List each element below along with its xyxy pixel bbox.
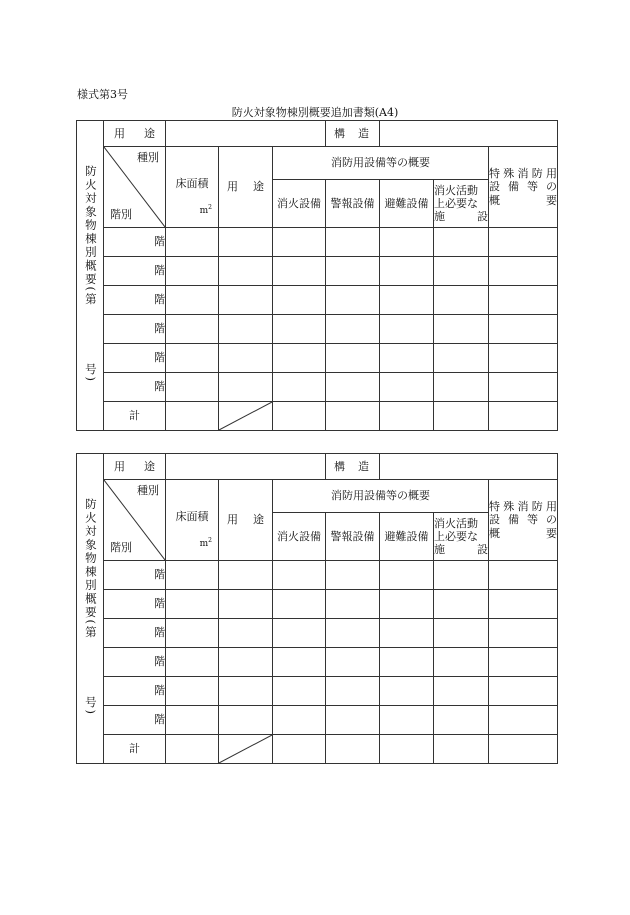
side-label-cell [77, 121, 104, 431]
type-label: 種別 [137, 484, 159, 497]
extinguishing-field[interactable] [273, 648, 326, 677]
floor-area-label: 床面積 [175, 177, 209, 190]
alarm-field[interactable] [326, 228, 380, 257]
total-usage-struck-cell [219, 402, 273, 431]
evacuation-field[interactable] [380, 590, 434, 619]
floor-row-label: 階 [104, 315, 166, 344]
total-evacuation-field[interactable] [380, 735, 434, 764]
structure-label-char: 造 [358, 126, 370, 140]
evacuation-field[interactable] [380, 286, 434, 315]
floor-area-field[interactable] [166, 257, 219, 286]
floor-area-field[interactable] [166, 677, 219, 706]
total-evacuation-field[interactable] [380, 402, 434, 431]
floor-row-label: 階 [104, 561, 166, 590]
alarm-field[interactable] [326, 344, 380, 373]
usage-value-field[interactable] [166, 121, 326, 147]
extinguishing-field[interactable] [273, 561, 326, 590]
usage-col-char: 用 [227, 513, 238, 527]
fire-extinguishing-header: 消火設備 [273, 180, 326, 228]
extinguishing-field[interactable] [273, 344, 326, 373]
floor-area-field[interactable] [166, 344, 219, 373]
floor-area-field[interactable] [166, 706, 219, 735]
firefighting-field[interactable] [434, 648, 489, 677]
alarm-field[interactable] [326, 648, 380, 677]
usage-label-char: 途 [144, 459, 155, 473]
usage-field[interactable] [219, 648, 273, 677]
usage-label-char: 用 [114, 459, 125, 473]
firefighting-field[interactable] [434, 619, 489, 648]
special-field[interactable] [489, 373, 558, 402]
floor-area-header [166, 147, 219, 228]
floor-area-field[interactable] [166, 228, 219, 257]
total-alarm-field[interactable] [326, 735, 380, 764]
evacuation-field[interactable] [380, 228, 434, 257]
usage-col-char: 途 [253, 180, 264, 194]
document-title: 防火対象物棟別概要追加書類(A4) [231, 106, 399, 119]
floor-label: 階別 [110, 540, 132, 554]
special-field[interactable] [489, 257, 558, 286]
fire-extinguishing-header: 消火設備 [273, 513, 326, 561]
evacuation-header: 避難設備 [380, 180, 434, 228]
structure-value-field[interactable] [380, 454, 558, 480]
floor-label: 階別 [110, 207, 132, 221]
diagonal-header-cell [104, 147, 166, 228]
usage-field[interactable] [219, 257, 273, 286]
alarm-field[interactable] [326, 677, 380, 706]
floor-area-field[interactable] [166, 648, 219, 677]
extinguishing-field[interactable] [273, 228, 326, 257]
usage-field[interactable] [219, 619, 273, 648]
special-field[interactable] [489, 706, 558, 735]
special-field[interactable] [489, 228, 558, 257]
special-field[interactable] [489, 286, 558, 315]
alarm-header: 警報設備 [326, 180, 380, 228]
firefighting-field[interactable] [434, 706, 489, 735]
strike-diagonal [219, 735, 272, 763]
side-label-top: 防火対象物棟別概要(第 [83, 164, 98, 307]
special-field[interactable] [489, 561, 558, 590]
floor-area-header [166, 480, 219, 561]
firefighting-field[interactable] [434, 373, 489, 402]
floor-row-label: 階 [104, 286, 166, 315]
total-floor-area-field[interactable] [166, 402, 219, 431]
extinguishing-field[interactable] [273, 373, 326, 402]
usage-label-char: 用 [114, 126, 125, 140]
strike-diagonal [219, 402, 272, 430]
floor-area-field[interactable] [166, 373, 219, 402]
building-summary-table-1 [76, 120, 558, 431]
evacuation-field[interactable] [380, 315, 434, 344]
usage-field[interactable] [219, 315, 273, 344]
evacuation-field[interactable] [380, 619, 434, 648]
building-summary-table-2 [76, 453, 558, 764]
usage-value-field[interactable] [166, 454, 326, 480]
special-equipment-header: 特 殊 消 防 用 設 備 等 の 概 要 [489, 147, 558, 228]
usage-field[interactable] [219, 228, 273, 257]
evacuation-field[interactable] [380, 373, 434, 402]
total-firefighting-field[interactable] [434, 402, 489, 431]
firefighting-field[interactable] [434, 677, 489, 706]
alarm-field[interactable] [326, 561, 380, 590]
evacuation-field[interactable] [380, 677, 434, 706]
usage-field[interactable] [219, 344, 273, 373]
equipment-group-header: 消防用設備等の概要 [273, 147, 489, 180]
structure-label-char: 構 [334, 126, 346, 140]
total-alarm-field[interactable] [326, 402, 380, 431]
special-field[interactable] [489, 315, 558, 344]
alarm-field[interactable] [326, 315, 380, 344]
total-floor-area-field[interactable] [166, 735, 219, 764]
side-label-top: 防火対象物棟別概要(第 [83, 497, 98, 640]
type-label: 種別 [137, 151, 159, 164]
extinguishing-field[interactable] [273, 619, 326, 648]
total-row-label: 計 [104, 402, 166, 431]
usage-label-char: 途 [144, 126, 155, 140]
firefighting-field[interactable] [434, 286, 489, 315]
floor-row-label: 階 [104, 257, 166, 286]
special-field[interactable] [489, 590, 558, 619]
floor-row-label: 階 [104, 344, 166, 373]
firefighting-field[interactable] [434, 257, 489, 286]
total-extinguishing-field[interactable] [273, 735, 326, 764]
extinguishing-field[interactable] [273, 315, 326, 344]
usage-column-header [219, 147, 273, 228]
usage-field[interactable] [219, 561, 273, 590]
structure-value-field[interactable] [380, 121, 558, 147]
alarm-field[interactable] [326, 373, 380, 402]
evacuation-header: 避難設備 [380, 513, 434, 561]
usage-col-char: 用 [227, 180, 238, 194]
floor-row-label: 階 [104, 648, 166, 677]
total-row-label: 計 [104, 735, 166, 764]
floor-area-unit: $m^2$ [199, 204, 212, 217]
alarm-header: 警報設備 [326, 513, 380, 561]
special-field[interactable] [489, 677, 558, 706]
extinguishing-field[interactable] [273, 706, 326, 735]
structure-label-char: 構 [334, 459, 346, 473]
special-field[interactable] [489, 648, 558, 677]
floor-row-label: 階 [104, 373, 166, 402]
floor-area-field[interactable] [166, 590, 219, 619]
total-extinguishing-field[interactable] [273, 402, 326, 431]
firefighting-field[interactable] [434, 228, 489, 257]
usage-field[interactable] [219, 677, 273, 706]
usage-label-cell [104, 121, 166, 147]
evacuation-field[interactable] [380, 257, 434, 286]
floor-row-label: 階 [104, 677, 166, 706]
special-equipment-header: 特 殊 消 防 用 設 備 等 の 概 要 [489, 480, 558, 561]
floor-area-field[interactable] [166, 619, 219, 648]
diagonal-header-cell [104, 480, 166, 561]
evacuation-field[interactable] [380, 706, 434, 735]
usage-field[interactable] [219, 706, 273, 735]
usage-col-char: 途 [253, 513, 264, 527]
alarm-field[interactable] [326, 286, 380, 315]
side-label-cell [77, 454, 104, 764]
floor-row-label: 階 [104, 590, 166, 619]
structure-label-char: 造 [358, 459, 370, 473]
firefighting-field[interactable] [434, 315, 489, 344]
extinguishing-field[interactable] [273, 677, 326, 706]
alarm-field[interactable] [326, 706, 380, 735]
total-usage-struck-cell [219, 735, 273, 764]
floor-row-label: 階 [104, 228, 166, 257]
firefighting-field[interactable] [434, 561, 489, 590]
floor-row-label: 階 [104, 619, 166, 648]
special-field[interactable] [489, 619, 558, 648]
side-label-bottom: 号) [83, 362, 98, 383]
alarm-field[interactable] [326, 257, 380, 286]
floor-area-field[interactable] [166, 286, 219, 315]
extinguishing-field[interactable] [273, 590, 326, 619]
firefighting-field[interactable] [434, 590, 489, 619]
usage-label-cell [104, 454, 166, 480]
usage-column-header [219, 480, 273, 561]
floor-area-unit: $m^2$ [199, 537, 212, 550]
floor-area-field[interactable] [166, 315, 219, 344]
extinguishing-field[interactable] [273, 257, 326, 286]
firefighting-facility-header: 消火活動 上必要な 施 設 [434, 513, 489, 561]
firefighting-field[interactable] [434, 344, 489, 373]
usage-field[interactable] [219, 373, 273, 402]
usage-field[interactable] [219, 590, 273, 619]
floor-row-label: 階 [104, 706, 166, 735]
floor-area-label: 床面積 [175, 510, 209, 523]
evacuation-field[interactable] [380, 648, 434, 677]
special-field[interactable] [489, 344, 558, 373]
alarm-field[interactable] [326, 619, 380, 648]
side-label-bottom: 号) [83, 695, 98, 716]
form-number: 様式第3号 [77, 88, 128, 101]
structure-label-cell [326, 121, 380, 147]
evacuation-field[interactable] [380, 561, 434, 590]
evacuation-field[interactable] [380, 344, 434, 373]
structure-label-cell [326, 454, 380, 480]
alarm-field[interactable] [326, 590, 380, 619]
usage-field[interactable] [219, 286, 273, 315]
extinguishing-field[interactable] [273, 286, 326, 315]
floor-area-field[interactable] [166, 561, 219, 590]
equipment-group-header: 消防用設備等の概要 [273, 480, 489, 513]
firefighting-facility-header: 消火活動 上必要な 施 設 [434, 180, 489, 228]
total-firefighting-field[interactable] [434, 735, 489, 764]
total-special-field[interactable] [489, 735, 558, 764]
total-special-field[interactable] [489, 402, 558, 431]
